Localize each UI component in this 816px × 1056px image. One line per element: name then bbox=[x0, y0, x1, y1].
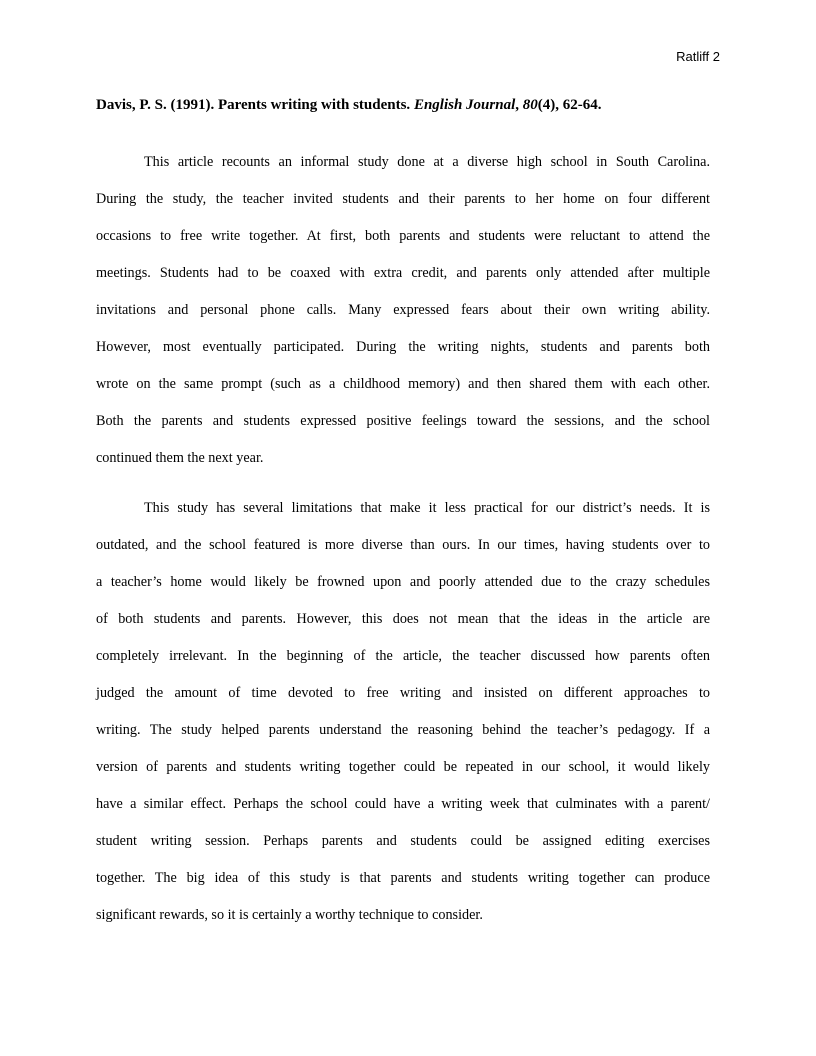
paragraph-evaluation bbox=[96, 490, 710, 934]
citation-journal: English Journal bbox=[413, 97, 516, 113]
text-line: have a similar effect. Perhaps the school could have a writing week that culminates with a parent/ bbox=[96, 796, 710, 812]
text-line: meetings. Students had to be coaxed with extra credit, and parents only attended after multiple bbox=[96, 265, 710, 281]
citation bbox=[96, 94, 602, 116]
text-line: completely irrelevant. In the beginning of the article, the teacher discussed how parents often bbox=[96, 648, 710, 664]
text-line: outdated, and the school featured is more diverse than ours. In our times, having students over to bbox=[96, 537, 710, 553]
text-line: occasions to free write together. At first, both parents and students were reluctant to attend the bbox=[96, 228, 710, 244]
text-line: This study has several limitations that make it less practical for our district’s needs. It is bbox=[144, 500, 710, 516]
text-line: wrote on the same prompt (such as a childhood memory) and then shared them with each other. bbox=[96, 376, 710, 392]
paragraph-summary bbox=[96, 144, 710, 477]
text-line: During the study, the teacher invited students and their parents to her home on four different bbox=[96, 191, 710, 207]
text-line: writing. The study helped parents understand the reasoning behind the teacher’s pedagogy. If a bbox=[96, 722, 710, 738]
paragraph-gap bbox=[96, 477, 710, 490]
citation-separator: , bbox=[515, 97, 523, 113]
body-text bbox=[96, 144, 710, 934]
citation-authors-title: Davis, P. S. (1991). Parents writing with students. bbox=[96, 97, 411, 113]
text-line: significant rewards, so it is certainly a worthy technique to consider. bbox=[96, 907, 483, 923]
text-line: version of parents and students writing together could be repeated in our school, it would likely bbox=[96, 759, 710, 775]
text-line: together. The big idea of this study is that parents and students writing together can produce bbox=[96, 870, 710, 886]
running-head: Ratliff 2 bbox=[676, 49, 720, 64]
citation-volume: 80 bbox=[522, 97, 538, 113]
text-line: invitations and personal phone calls. Many expressed fears about their own writing ability. bbox=[96, 302, 710, 318]
text-line: continued them the next year. bbox=[96, 450, 264, 466]
text-line: student writing session. Perhaps parents and students could be assigned editing exercises bbox=[96, 833, 710, 849]
text-line: However, most eventually participated. During the writing nights, students and parents both bbox=[96, 339, 710, 355]
text-line: Both the parents and students expressed positive feelings toward the sessions, and the school bbox=[96, 413, 710, 429]
text-line: of both students and parents. However, this does not mean that the ideas in the article are bbox=[96, 611, 710, 627]
text-line: This article recounts an informal study done at a diverse high school in South Carolina. bbox=[144, 154, 710, 170]
text-line: judged the amount of time devoted to free writing and insisted on different approaches to bbox=[96, 685, 710, 701]
text-line: a teacher’s home would likely be frowned upon and poorly attended due to the crazy schedules bbox=[96, 574, 710, 590]
citation-issue-pages: (4), 62-64. bbox=[537, 97, 602, 113]
